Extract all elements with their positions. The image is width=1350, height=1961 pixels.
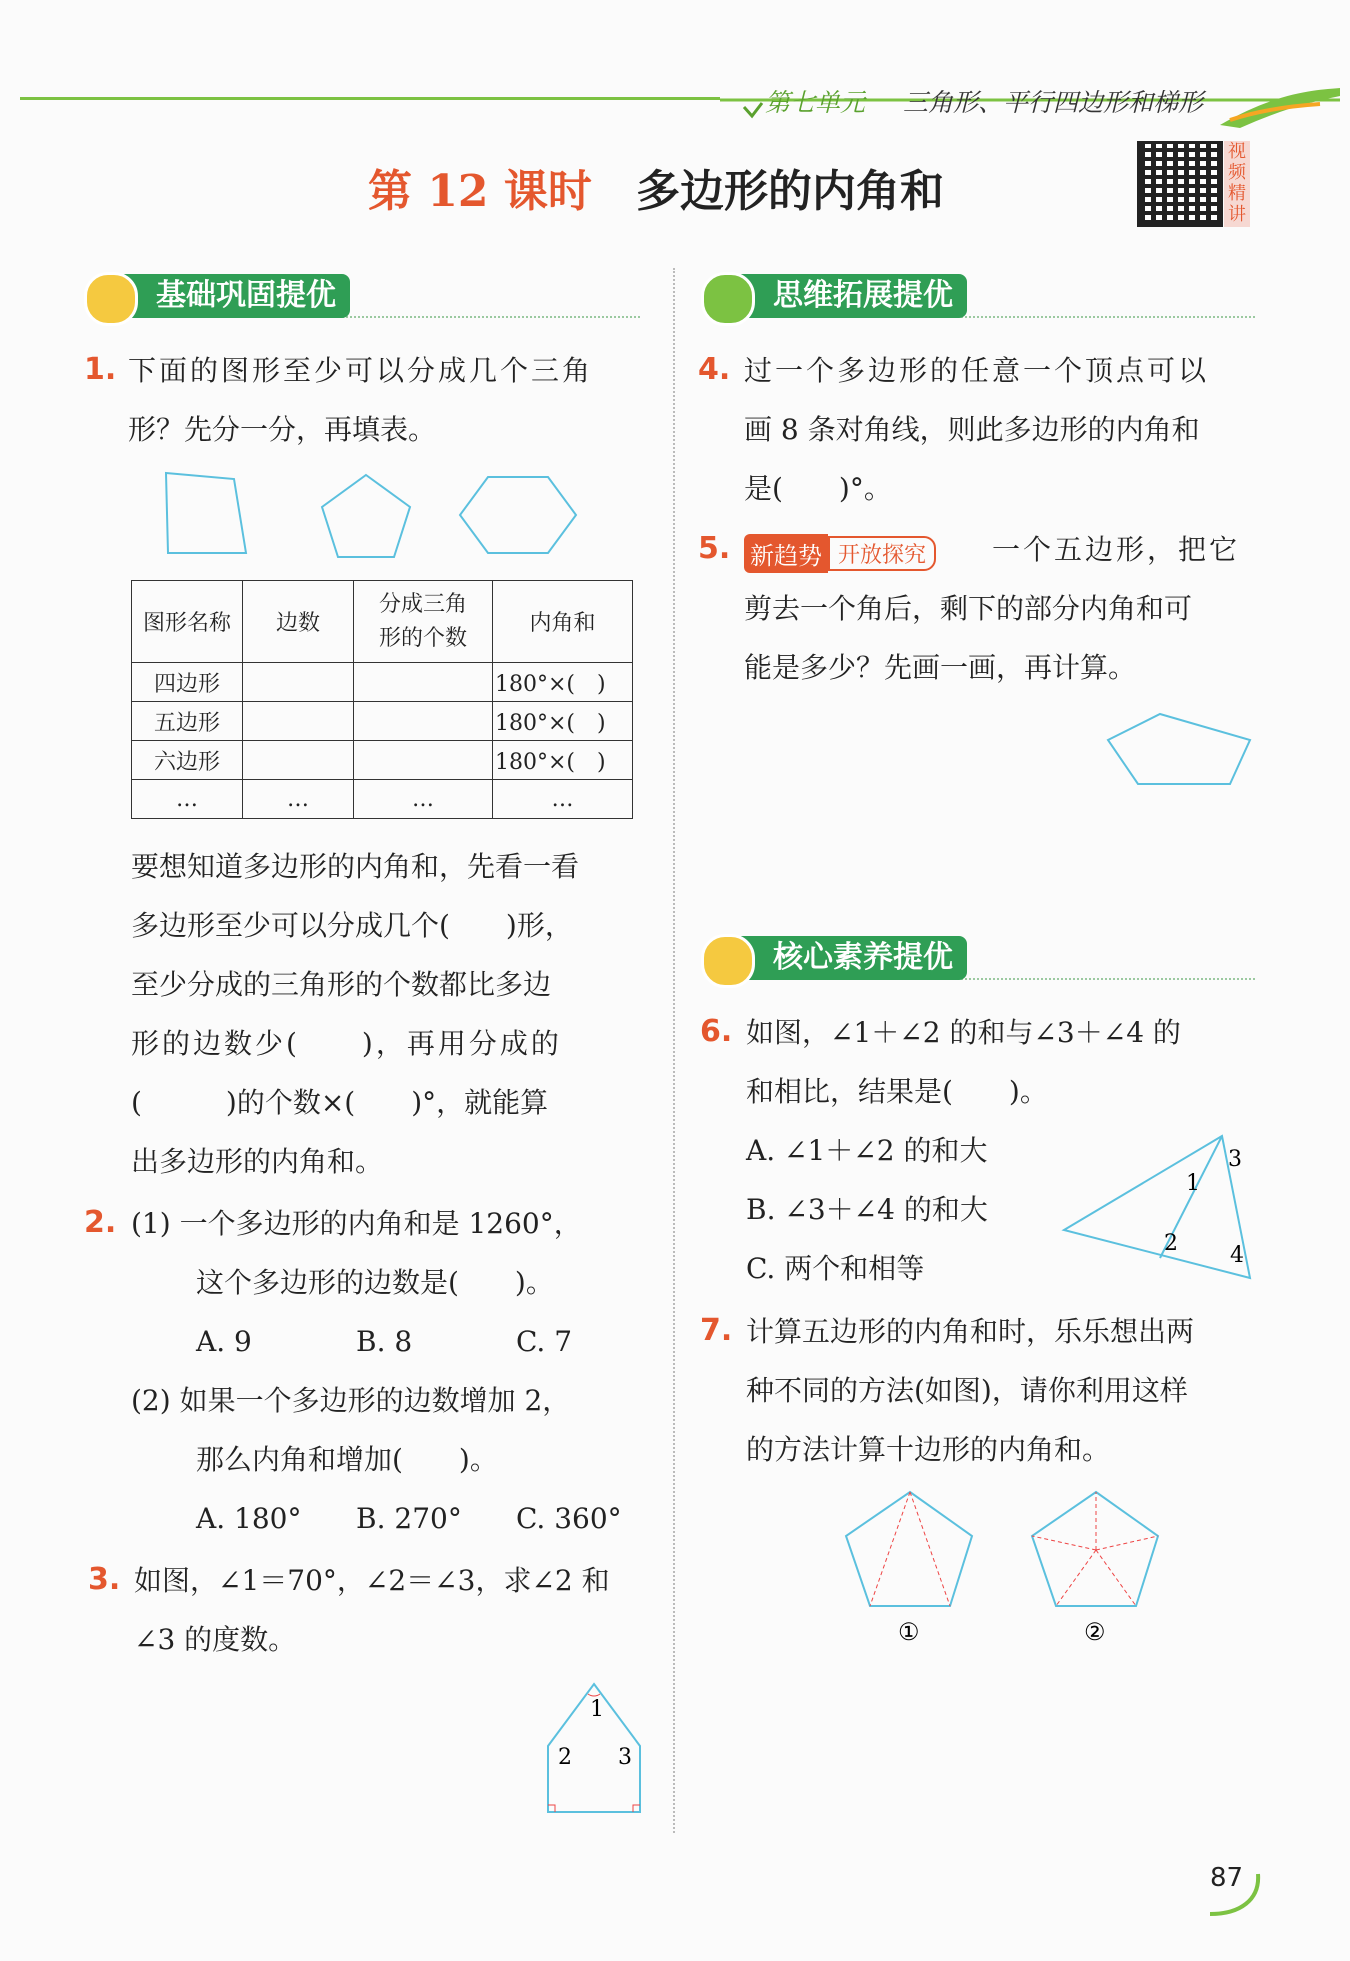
hexagon-shape [460, 477, 576, 553]
q1-p1: 要想知道多边形的内角和，先看一看 [131, 850, 580, 883]
section-basic-heading: 基础巩固提优 [88, 274, 350, 318]
th-triangles: 分成三角 形的个数 [354, 581, 493, 663]
q1-table [131, 580, 633, 819]
blank-cell[interactable] [354, 702, 493, 741]
blank-cell[interactable] [243, 702, 354, 741]
q4-line1: 过一个多边形的任意一个顶点可以 [744, 354, 1210, 387]
q1-p4: 形的边数少( )，再用分成的 [131, 1027, 562, 1060]
q2-s1-opt-b[interactable]: B. 8 [356, 1325, 413, 1358]
header-rule [20, 97, 720, 100]
table-row [132, 780, 633, 819]
q2-s1a: (1) 一个多边形的内角和是 1260°， [131, 1207, 582, 1240]
q6-line2: 和相比，结果是( )。 [746, 1075, 1048, 1108]
q1-line2: 形？先分一分，再填表。 [128, 413, 437, 446]
angle-label-2: 2 [558, 1745, 572, 1770]
row-name: 五边形 [132, 702, 243, 741]
row-name: 六边形 [132, 741, 243, 780]
angle-label-3: 3 [618, 1745, 632, 1770]
angle-label-4: 4 [1230, 1243, 1244, 1268]
q2-s2-opt-b[interactable]: B. 270° [356, 1502, 462, 1535]
pentagon-method-1 [846, 1492, 972, 1606]
blank-cell[interactable] [243, 741, 354, 780]
q3-number: 3. [88, 1562, 121, 1597]
angle-label-1: 1 [1186, 1171, 1200, 1196]
q6-opt-a[interactable]: A. ∠1＋∠2 的和大 [746, 1134, 988, 1167]
lesson-number: 第 12 课时 [368, 166, 592, 217]
fig2-label: ② [1084, 1618, 1106, 1646]
lesson-title: 多边形的内角和 [636, 166, 944, 217]
q6-opt-c[interactable]: C. 两个和相等 [746, 1252, 925, 1285]
q5-number: 5. [698, 531, 731, 566]
qr-code-icon[interactable] [1137, 141, 1223, 227]
page-number: 87 [1210, 1863, 1244, 1893]
blank-cell[interactable] [354, 663, 493, 702]
row-sum[interactable]: 180°×( ) [493, 741, 633, 780]
q5-line2: 剪去一个角后，剩下的部分内角和可 [744, 592, 1193, 625]
blank-cell[interactable] [354, 741, 493, 780]
q2-s1b: 这个多边形的边数是( )。 [196, 1266, 554, 1299]
row-sum[interactable]: 180°×( ) [493, 702, 633, 741]
section-extend-heading: 思维拓展提优 [705, 274, 967, 318]
q5-tag [744, 534, 936, 573]
unit-title: 三角形、平行四边形和梯形 [903, 88, 1204, 117]
q6-number: 6. [700, 1014, 733, 1049]
q5-pentagon [1100, 710, 1255, 790]
q1-number: 1. [84, 352, 117, 387]
q4-line2: 画 8 条对角线，则此多边形的内角和 [744, 413, 1200, 446]
table-row [132, 741, 633, 780]
q2-s2-opt-c[interactable]: C. 360° [516, 1502, 622, 1535]
gears-icon [84, 272, 138, 326]
q1-p3: 至少分成的三角形的个数都比多边 [131, 968, 552, 1001]
unit-label: 第七单元 [765, 88, 866, 117]
q3-line1: 如图，∠1＝70°，∠2＝∠3，求∠2 和 [134, 1564, 610, 1597]
th-sides: 边数 [243, 581, 354, 663]
page-swoosh [1200, 1870, 1270, 1920]
q3-line2: ∠3 的度数。 [134, 1623, 297, 1656]
q5-line3: 能是多少？先画一画，再计算。 [744, 651, 1137, 684]
qr-label: 视频精讲 [1224, 141, 1250, 227]
quadrilateral-shape [166, 473, 246, 553]
q5-line1: 一个五边形，把它 [992, 533, 1241, 566]
th-sum: 内角和 [493, 581, 633, 663]
ellipsis: … [493, 780, 633, 819]
q7-line2: 种不同的方法(如图)，请你利用这样 [746, 1374, 1188, 1407]
q7-line1: 计算五边形的内角和时，乐乐想出两 [746, 1315, 1195, 1348]
q7-line3: 的方法计算十边形的内角和。 [746, 1433, 1111, 1466]
q1-p5: ( )的个数×( )°，就能算 [131, 1086, 549, 1119]
tag-open: 开放探究 [828, 536, 936, 571]
row-name: 四边形 [132, 663, 243, 702]
q4-number: 4. [698, 352, 731, 387]
q1-shapes [150, 465, 610, 565]
table-row [132, 702, 633, 741]
th-name: 图形名称 [132, 581, 243, 663]
q7-figures [840, 1488, 1170, 1648]
ellipsis: … [132, 780, 243, 819]
check-icon [742, 96, 764, 124]
pentagon-method-2 [1032, 1492, 1158, 1606]
ellipsis: … [243, 780, 354, 819]
column-divider [673, 268, 675, 1833]
blank-cell[interactable] [243, 663, 354, 702]
q6-line1: 如图，∠1＋∠2 的和与∠3＋∠4 的 [746, 1016, 1181, 1049]
section-core-heading: 核心素养提优 [705, 936, 967, 980]
q3-figure [540, 1680, 650, 1820]
q1-p6: 出多边形的内角和。 [131, 1145, 384, 1178]
tag-trend: 新趋势 [744, 534, 828, 573]
q1-line1: 下面的图形至少可以分成几个三角 [128, 354, 594, 387]
angle-label-3: 3 [1228, 1147, 1242, 1172]
q6-opt-b[interactable]: B. ∠3＋∠4 的和大 [746, 1193, 988, 1226]
angle-label-2: 2 [1164, 1231, 1178, 1256]
angle-label-1: 1 [590, 1697, 604, 1722]
q4-line3: 是( )°。 [744, 472, 892, 505]
q2-s2-opt-a[interactable]: A. 180° [196, 1502, 302, 1535]
sprout-icon [701, 272, 755, 326]
q2-number: 2. [84, 1205, 117, 1240]
q2-s2b: 那么内角和增加( )。 [196, 1443, 498, 1476]
q2-s2a: (2) 如果一个多边形的边数增加 2， [131, 1384, 571, 1417]
ellipsis: … [354, 780, 493, 819]
q2-s1-opt-a[interactable]: A. 9 [196, 1325, 252, 1358]
q1-p2: 多边形至少可以分成几个( )形， [131, 909, 573, 942]
table-row [132, 663, 633, 702]
pentagon-shape [322, 475, 410, 557]
trophy-icon [701, 934, 755, 988]
q2-s1-opt-c[interactable]: C. 7 [516, 1325, 573, 1358]
row-sum[interactable]: 180°×( ) [493, 663, 633, 702]
fig1-label: ① [898, 1618, 920, 1646]
q7-number: 7. [700, 1313, 733, 1348]
q6-figure [1060, 1130, 1255, 1280]
